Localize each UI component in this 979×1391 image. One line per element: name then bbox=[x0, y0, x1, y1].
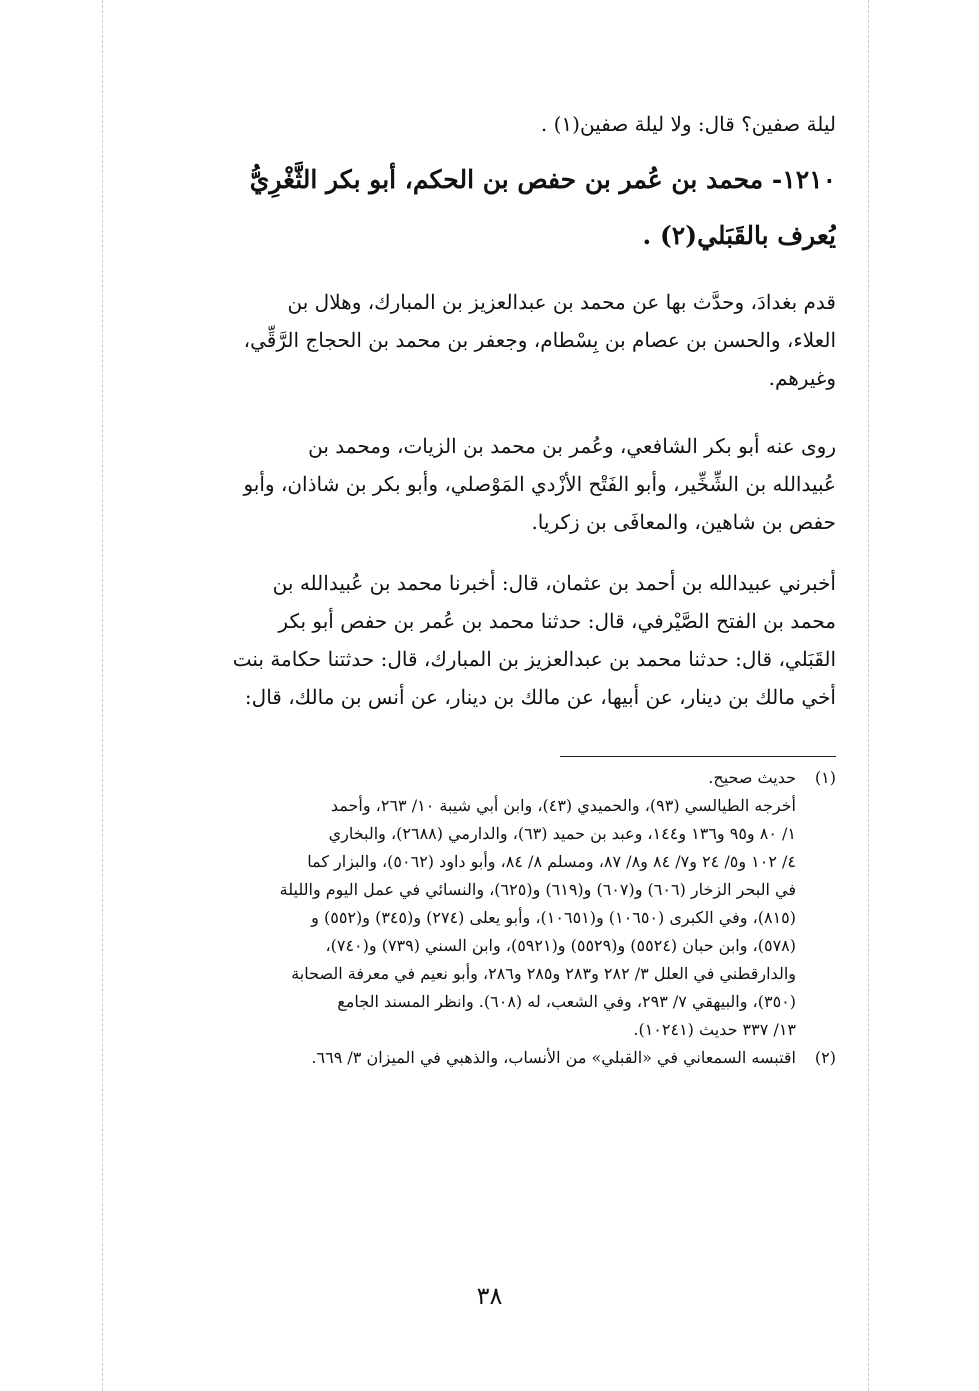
text-line: قدم بغدادَ، وحدَّث بها عن محمد بن عبدالعزيز بن المبارك، وهلال بن bbox=[287, 290, 836, 314]
text-line: عُبيدالله بن الشِّخِّير، وأبو الفَتْح الأزْدي المَوْصلي، وأبو بكر بن شاذان، وأبو bbox=[243, 472, 836, 496]
footnote-number: (٢) bbox=[814, 1048, 836, 1067]
text-line: القَبَلي، قال: حدثنا محمد بن عبدالعزيز بن المبارك، قال: حدثتنا حكامة بنت bbox=[232, 647, 836, 671]
heading-line: ١٢١٠- محمد بن عُمر بن حفص بن الحكم، أبو بكر الثَّغْرِيُّ bbox=[249, 165, 836, 194]
footnote-separator bbox=[560, 756, 836, 757]
footnote-line: (٨١٥)، وفي الكبرى (١٠٦٥٠) و(١٠٦٥١)، وأبو يعلى (٢٧٤) و(٣٤٥) و(٥٥٢) و bbox=[311, 908, 796, 927]
margin-guide-left bbox=[102, 0, 103, 1391]
footnote-line: أخرجه الطيالسي (٩٣)، والحميدي (٤٣)، وابن أبي شيبة ١٠/ ٢٦٣، وأحمد bbox=[330, 796, 796, 815]
footnote-1-head bbox=[118, 764, 836, 792]
footnote-line: ٤/ ١٠٢ و٥/ ٢٤ و٧/ ٨٤ و٨/ ٨٧، ومسلم ٨/ ٨٤، وأبو داود (٥٠٦٢)، والبزار كما bbox=[307, 852, 796, 871]
paragraph-2 bbox=[118, 427, 836, 541]
footnotes bbox=[118, 764, 836, 1072]
text-line: حفص بن شاهين، والمعافَى بن زكريا. bbox=[531, 510, 836, 534]
page-number: ٣٨ bbox=[476, 1282, 503, 1310]
text-line: روى عنه أبو بكر الشافعي، وعُمر بن محمد بن الزيات، ومحمد بن bbox=[308, 434, 836, 458]
footnote-line: في البحر الزخار (٦٠٦) و(٦٠٧) و(٦١٩) و(٦٢٥)، والنسائي في عمل اليوم والليلة bbox=[279, 880, 796, 899]
footnote-text: اقتبسه السمعاني في «القبلي» من الأنساب، والذهبي في الميزان ٣/ ٦٦٩. bbox=[311, 1048, 796, 1067]
footnote-line: والدارقطني في العلل ٣/ ٢٨٢ و٢٨٣ و٢٨٥ و٢٨٦، وأبو نعيم في معرفة الصحابة bbox=[291, 964, 796, 983]
footnote-2 bbox=[118, 1044, 836, 1072]
continuation-text bbox=[118, 106, 836, 143]
footnote-line: ١٣/ ٣٣٧ حديث (١٠٢٤١). bbox=[633, 1020, 796, 1039]
footnote-line: (٣٥٠)، والبيهقي ٧/ ٢٩٣، وفي الشعب، له (٦٠٨). وانظر المسند الجامع bbox=[337, 992, 796, 1011]
text-line: العلاء، والحسن بن عصام بن بِسْطام، وجعفر بن محمد بن الحجاج الرَّقِّي، bbox=[243, 328, 836, 352]
text-line: أخي مالك بن دينار، عن أبيها، عن مالك بن دينار، عن أنس بن مالك، قال: bbox=[244, 685, 836, 709]
footnote-text: حديث صحيح. bbox=[708, 768, 796, 787]
footnote-line: (٥٧٨)، وابن حبان (٥٥٢٤) و(٥٥٢٩) و(٥٩٢١)، وابن السني (٧٣٩) و(٧٤٠)، bbox=[325, 936, 796, 955]
text-line: ليلة صفين؟ قال: ولا ليلة صفين(١) . bbox=[540, 112, 836, 136]
footnote-number: (١) bbox=[814, 768, 836, 787]
text-line: أخبرني عبيدالله بن أحمد بن عثمان، قال: أخبرنا محمد بن عُبيدالله بن bbox=[272, 571, 836, 595]
paragraph-3 bbox=[118, 564, 836, 716]
text-line: محمد بن الفتح الصَّيْرفي، قال: حدثنا محمد بن عُمر بن حفص أبو بكر bbox=[278, 609, 836, 633]
entry-heading bbox=[118, 152, 836, 264]
heading-line: يُعرف بالقَبَلي(٢) . bbox=[642, 221, 836, 250]
paragraph-1 bbox=[118, 283, 836, 397]
footnote-line: ١/ ٨٠ و٩٥ و١٣٦ و١٤٤، وعبد بن حميد (٦٣)، والدارمي (٢٦٨٨)، والبخاري bbox=[328, 824, 796, 843]
text-line: وغيرهم. bbox=[768, 366, 836, 390]
margin-guide-right bbox=[868, 0, 869, 1391]
